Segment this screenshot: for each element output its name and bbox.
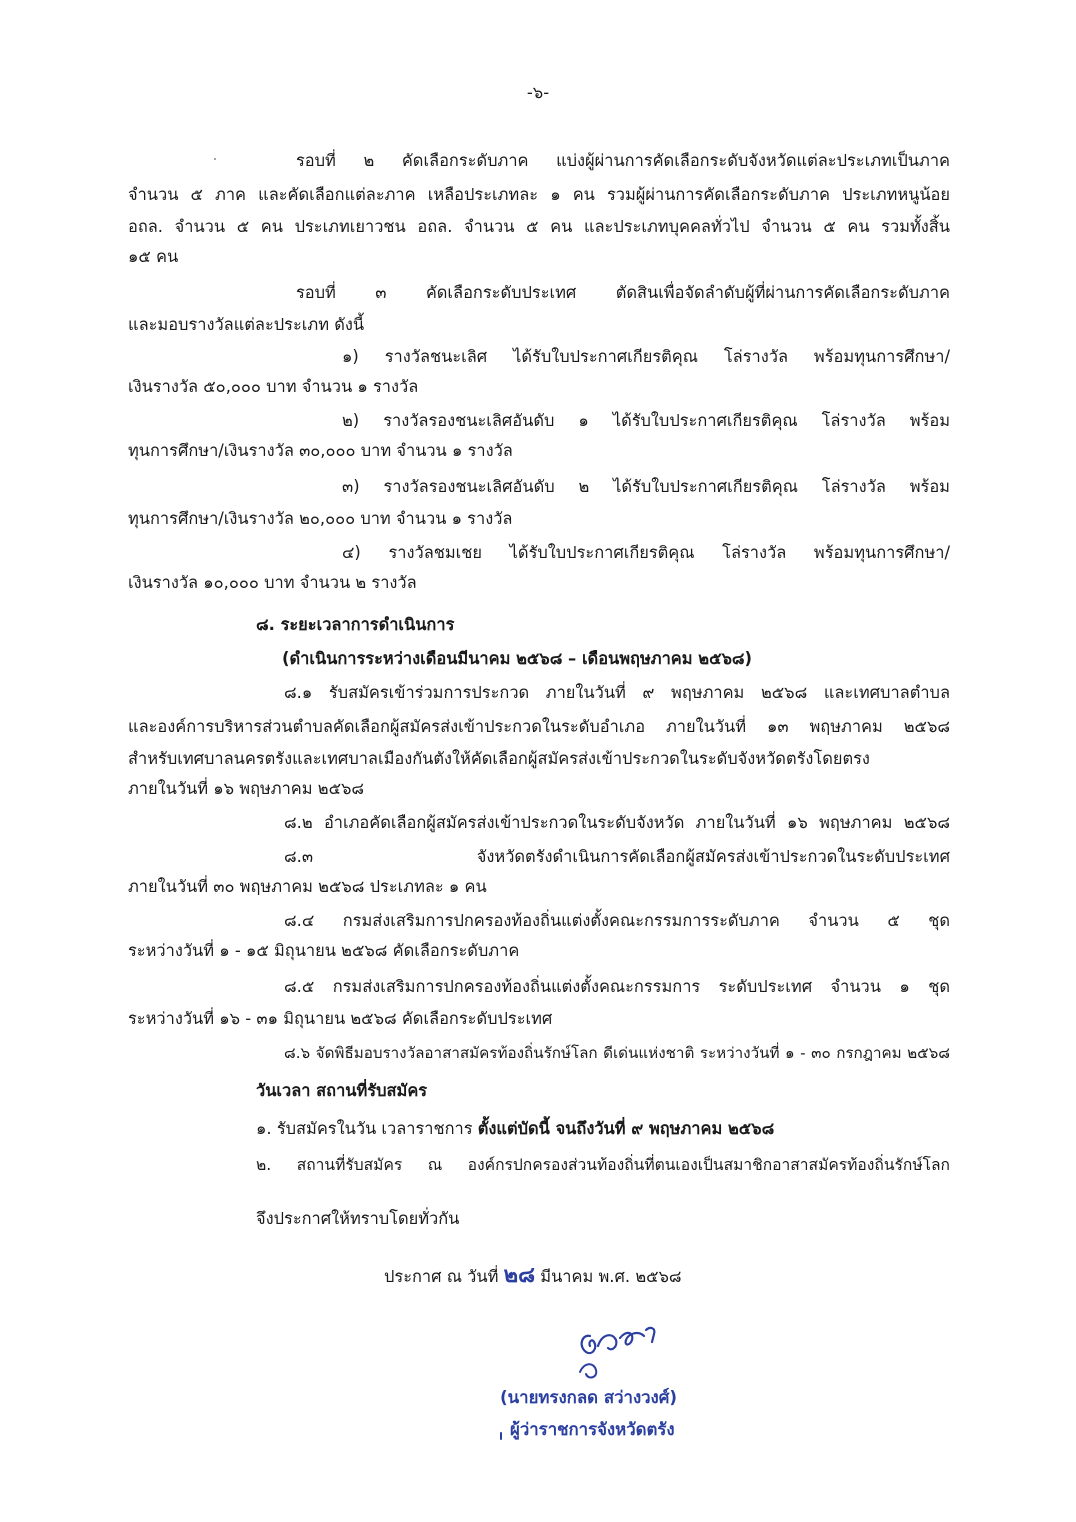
announce-suffix: มีนาคม พ.ศ. ๒๕๖๘ [535,1267,682,1286]
round3-line-2: และมอบรางวัลแต่ละประเภท ดังนี้ [128,315,365,334]
item-8-1-line-2: และองค์การบริหารส่วนตำบลคัดเลือกผู้สมัครส่งเข้าประกวดในระดับอำเภอ ภายในวันที่ ๑๓ พฤษภาคม ๒๕๖๘ [128,717,950,736]
award-2-line-2: ทุนการศึกษา/เงินรางวัล ๓๐,๐๐๐ บาท จำนวน ๑ รางวัล [128,441,513,460]
round2-line-4: ๑๕ คน [128,247,179,266]
item-8-6: ๘.๖ จัดพิธีมอบรางวัลอาสาสมัครท้องถิ่นรักษ์โลก ดีเด่นแห่งชาติ ระหว่างวันที่ ๑ - ๓๐ กรกฎาคม ๒๕๖๘ [284,1044,950,1062]
handwritten-signature [568,1316,688,1386]
signatory-name: (นายทรงกลด สว่างวงศ์) [500,1387,678,1407]
registration-item-1 [256,1116,774,1142]
registration-heading: วันเวลา สถานที่รับสมัคร [256,1081,428,1100]
item-8-3-line-2: ภายในวันที่ ๓๐ พฤษภาคม ๒๕๖๘ ประเภทละ ๑ คน [128,877,487,896]
award-3-line-2: ทุนการศึกษา/เงินรางวัล ๒๐,๐๐๐ บาท จำนวน ๑ รางวัล [128,509,513,528]
item-8-4-line-1: ๘.๔ กรมส่งเสริมการปกครองท้องถิ่นแต่งตั้งคณะกรรมการระดับภาค จำนวน ๕ ชุด [284,911,950,930]
item-8-1-line-3: สำหรับเทศบาลนครตรังและเทศบาลเมืองกันตังให้คัดเลือกผู้สมัครส่งเข้าประกวดในระดับจังหวัดตรังโดยตรง [128,749,870,768]
page-number: -๖- [526,83,550,102]
award-1-line-1: ๑) รางวัลชนะเลิศ ได้รับใบประกาศเกียรติคุณ โล่รางวัล พร้อมทุนการศึกษา/ [342,347,950,366]
announce-prefix: ประกาศ ณ วันที่ [384,1267,504,1286]
registration-item-1-deadline: ตั้งแต่บัดนี้ จนถึงวันที่ ๙ พฤษภาคม ๒๕๖๘ [477,1119,775,1138]
scan-speck [500,1432,502,1440]
item-8-5-line-1: ๘.๕ กรมส่งเสริมการปกครองท้องถิ่นแต่งตั้งคณะกรรมการ ระดับประเทศ จำนวน ๑ ชุด [284,977,950,996]
award-2-line-1: ๒) รางวัลรองชนะเลิศอันดับ ๑ ได้รับใบประกาศเกียรติคุณ โล่รางวัล พร้อม [342,411,950,430]
item-8-2: ๘.๒ อำเภอคัดเลือกผู้สมัครส่งเข้าประกวดในระดับจังหวัด ภายในวันที่ ๑๖ พฤษภาคม ๒๕๖๘ [284,813,950,832]
section8-heading: ๘. ระยะเวลาการดำเนินการ [256,615,455,634]
round2-line-2: จำนวน ๕ ภาค และคัดเลือกแต่ละภาค เหลือประเภทละ ๑ คน รวมผู้ผ่านการคัดเลือกระดับภาค ประเภทหนูน้อย [128,185,950,204]
section8-subheading: (ดำเนินการระหว่างเดือนมีนาคม ๒๕๖๘ – เดือนพฤษภาคม ๒๕๖๘) [282,649,753,668]
item-8-4-line-2: ระหว่างวันที่ ๑ - ๑๕ มิถุนายน ๒๕๖๘ คัดเลือกระดับภาค [128,941,520,960]
closing-line: จึงประกาศให้ทราบโดยทั่วกัน [256,1209,460,1228]
registration-item-2: ๒. สถานที่รับสมัคร ณ องค์กรปกครองส่วนท้องถิ่นที่ตนเองเป็นสมาชิกอาสาสมัครท้องถิ่นรักษ์โลก [256,1156,950,1174]
item-8-1-line-1: ๘.๑ รับสมัครเข้าร่วมการประกวด ภายในวันที่ ๙ พฤษภาคม ๒๕๖๘ และเทศบาลตำบล [284,683,950,702]
award-4-line-2: เงินรางวัล ๑๐,๐๐๐ บาท จำนวน ๒ รางวัล [128,573,417,592]
award-3-line-1: ๓) รางวัลรองชนะเลิศอันดับ ๒ ได้รับใบประกาศเกียรติคุณ โล่รางวัล พร้อม [342,477,950,496]
round2-line-3: อถล. จำนวน ๕ คน ประเภทเยาวชน อถล. จำนวน ๕ คน และประเภทบุคคลทั่วไป จำนวน ๕ คน รวมทั้งสิ้น [128,217,950,236]
scan-speck [214,158,216,160]
item-8-3-line-1: ๘.๓ จังหวัดตรังดำเนินการคัดเลือกผู้สมัครส่งเข้าประกวดในระดับประเทศ [284,847,950,866]
award-4-line-1: ๔) รางวัลชมเชย ได้รับใบประกาศเกียรติคุณ โล่รางวัล พร้อมทุนการศึกษา/ [342,543,950,562]
round3-line-1: รอบที่ ๓ คัดเลือกระดับประเทศ ตัดสินเพื่อจัดลำดับผู้ที่ผ่านการคัดเลือกระดับภาค [296,283,950,302]
signature-graphic [568,1316,688,1386]
announce-date [384,1262,682,1290]
announce-day: ๒๘ [503,1262,536,1288]
signatory-title: ผู้ว่าราชการจังหวัดตรัง [510,1419,675,1439]
award-1-line-2: เงินรางวัล ๕๐,๐๐๐ บาท จำนวน ๑ รางวัล [128,377,419,396]
registration-item-1-prefix: ๑. รับสมัครในวัน เวลาราชการ [256,1119,478,1138]
item-8-1-line-4: ภายในวันที่ ๑๖ พฤษภาคม ๒๕๖๘ [128,779,365,798]
item-8-5-line-2: ระหว่างวันที่ ๑๖ - ๓๑ มิถุนายน ๒๕๖๘ คัดเลือกระดับประเทศ [128,1009,553,1028]
round2-line-1: รอบที่ ๒ คัดเลือกระดับภาค แบ่งผู้ผ่านการคัดเลือกระดับจังหวัดแต่ละประเภทเป็นภาค [296,151,950,170]
